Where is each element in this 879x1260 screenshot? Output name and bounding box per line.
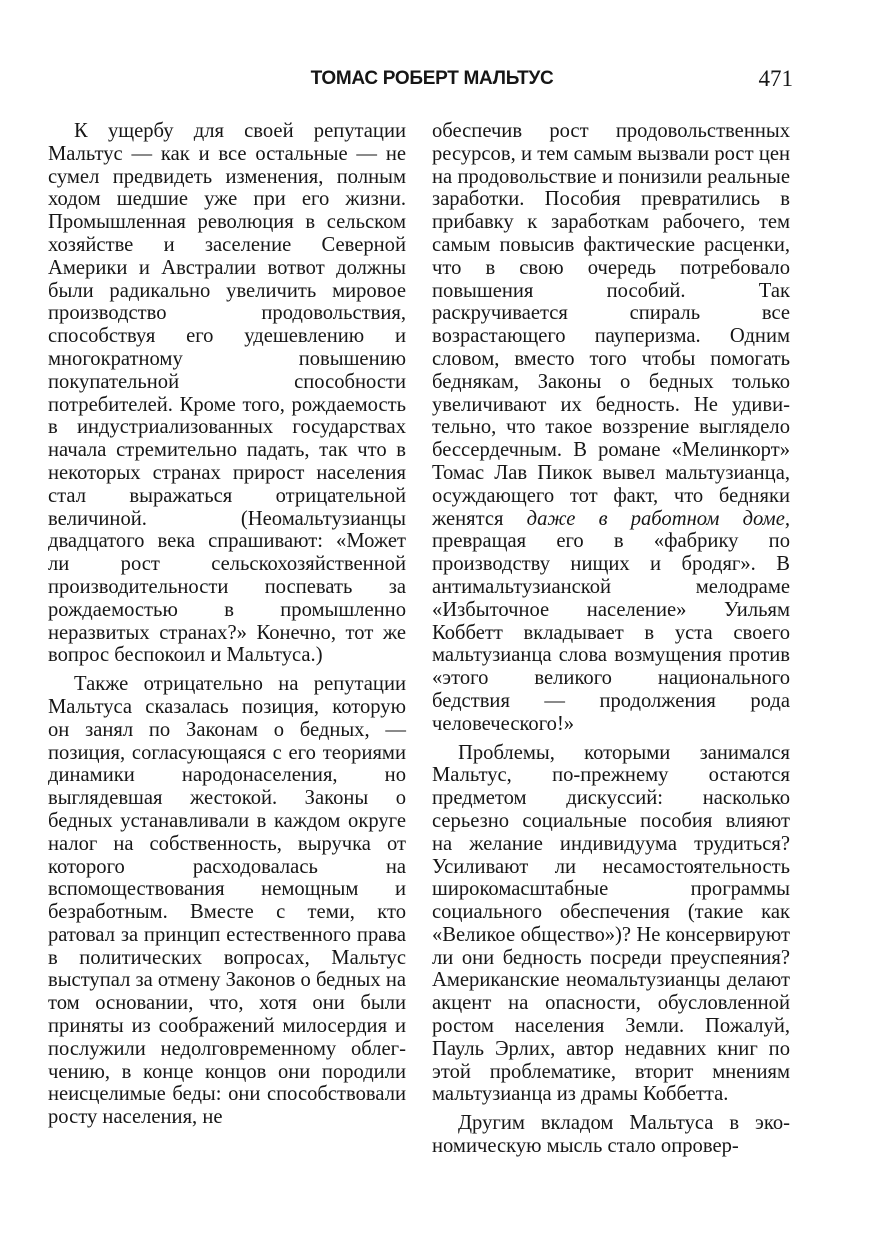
left-column bbox=[48, 120, 406, 1129]
paragraph: Также отрицательно на репутации Мальтуса сказалась позиция, которую он занял по Законам о бедных, — позиция, согласующаяся с его теориями динамики народонаселения, но выглядевшая жестокой. Законы о бедных устанавливали в каждом округе налог на собственность, выручка от которого расходовалась на вспомоществования немощным и безработным. Вместе с теми, кто ратовал за принцип естественного права в политических вопросах, Мальтус выступал за отмену Законов о бедных на том основании, что, хотя они были приняты из соображений милосердия и послужили недолговременному облегчению, в конце концов они породили неисцелимые беды: они способствовали росту населения, не bbox=[48, 673, 406, 1129]
emphasis-text: даже в работном доме, bbox=[526, 507, 790, 530]
right-column bbox=[432, 120, 790, 1158]
paragraph: Другим вкладом Мальтуса в экономическую мысль стало опровер- bbox=[432, 1112, 790, 1158]
paragraph: К ущербу для своей репутации Мальтус — как и все остальные — не сумел предвидеть изменения, полным ходом шедшие уже при его жизни. Промышленная революция в сельском хозяйстве и заселение Северной Америки и Австралии вотвот должны были радикально увеличить мировое производство продовольствия, способствуя его удешевлению и многократному повышению покупательной способности потребителей. Кроме того, рождаемость в индустриализованных государствах начала стремительно падать, так что в некоторых странах прирост населения стал выражаться отрицательной величиной. (Неомальтузианцы двадцатого века спрашивают: «Может ли рост сельскохозяйственной производительности поспевать за рождаемостью в промышленно неразвитых странах?» Конечно, тот же вопрос беспокоил и Мальтуса.) bbox=[48, 120, 406, 667]
running-title: ТОМАС РОБЕРТ МАЛЬТУС bbox=[310, 68, 554, 89]
paragraph bbox=[432, 120, 790, 736]
paragraph: Проблемы, которыми занимался Мальтус, по-прежнему остаются предметом дискуссий: насколько серьезно социальные пособия влияют на желание индивидуума трудиться? Усиливают ли несамостоятельность широкомасштабные программы социального обеспечения (такие как «Великое общество»)? Не консервируют ли они бедность посреди преуспеяния? Американские неомальтузианцы делают акцент на опасности, обусловленной ростом населения Земли. Пожалуй, Пауль Эрлих, автор недавних книг по этой проблематике, вторит мнениям мальтузианца из драмы Коббетта. bbox=[432, 741, 790, 1106]
page-header bbox=[0, 64, 879, 94]
page-number: 471 bbox=[758, 66, 793, 91]
paragraph-text: обеспечив рост продовольственных ресурсов, и тем самым вызвали рост цен на продовольствие и понизили реальные заработки. Пособия превратились в прибавку к заработкам рабочего, тем самым повысив фактические расценки, что в свою очередь потребовало повышения пособий. Так раскручивается спираль все возрастающего пауперизма. Одним словом, вместо того чтобы помогать беднякам, Законы о бедных только увеличивают их бедность. Не удивительно, что такое воззрение выглядело бессердечным. В романе «Мелинкорт» Томас Лав Пикок вывел мальтузианца, осуждающего тот факт, что бедняки женятся bbox=[432, 120, 790, 530]
paragraph-text: превращая его в «фабрику по производству нищих и бродяг». В антимальтузианской мелодраме «Избыточное население» Уильям Коббетт вкладывает в уста своего мальтузианца слова возмущения против «этого великого национального бедствия — продолжения рода человеческого!» bbox=[432, 530, 790, 735]
